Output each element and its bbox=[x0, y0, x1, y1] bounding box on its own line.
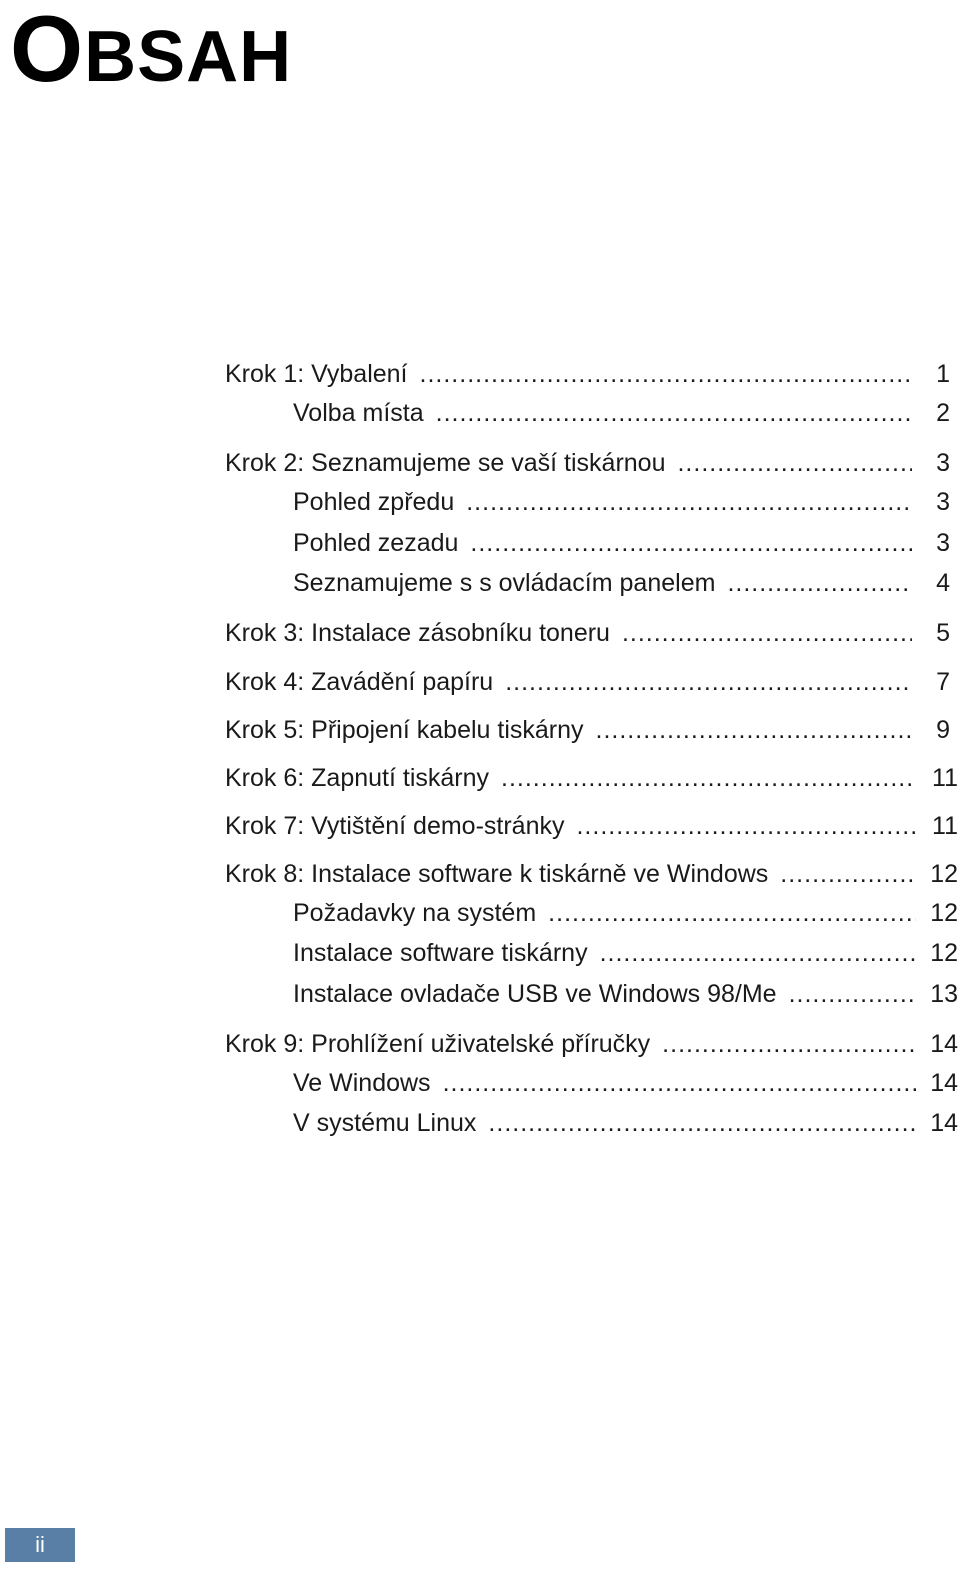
toc-subentry[interactable] bbox=[293, 1108, 958, 1138]
toc-entry-label: Pohled zezadu bbox=[293, 529, 459, 557]
toc-entry-label: Volba místa bbox=[293, 399, 424, 427]
toc-entry-page: 7 bbox=[936, 668, 950, 696]
toc-entry-page: 14 bbox=[930, 1030, 958, 1058]
toc-leader-dots bbox=[548, 898, 916, 928]
toc-entry-page: 4 bbox=[936, 569, 950, 597]
toc-entry-label: Pohled zpředu bbox=[293, 488, 455, 516]
toc-entry-label: Krok 8: Instalace software k tiskárně ve Windows bbox=[225, 860, 769, 888]
page-number-badge: ii bbox=[5, 1528, 75, 1562]
toc-leader-dots bbox=[443, 1068, 916, 1098]
toc-entry-label: Krok 2: Seznamujeme se vaší tiskárnou bbox=[225, 449, 666, 477]
toc-subentry[interactable] bbox=[293, 568, 960, 598]
toc-leader-dots bbox=[470, 528, 912, 558]
toc-entry-label: Krok 4: Zavádění papíru bbox=[225, 668, 494, 696]
toc-entry[interactable] bbox=[225, 811, 958, 841]
toc-entry-page: 12 bbox=[930, 939, 958, 967]
toc-entry-page: 2 bbox=[936, 399, 950, 427]
toc-leader-dots bbox=[488, 1108, 916, 1138]
toc-entry-page: 3 bbox=[936, 449, 950, 477]
toc-entry-page: 3 bbox=[936, 529, 950, 557]
toc-leader-dots bbox=[780, 859, 916, 889]
toc-entry-label: Seznamujeme s s ovládacím panelem bbox=[293, 569, 716, 597]
toc-entry-label: Krok 5: Připojení kabelu tiskárny bbox=[225, 716, 584, 744]
toc-entry-page: 3 bbox=[936, 488, 950, 516]
page-title-initial: O bbox=[10, 0, 85, 101]
toc-entry-page: 11 bbox=[932, 812, 958, 840]
toc-subentry[interactable] bbox=[293, 979, 958, 1009]
page-title bbox=[10, 0, 293, 101]
toc-entry[interactable] bbox=[225, 859, 958, 889]
toc-leader-dots bbox=[420, 359, 912, 389]
toc-entry-page: 1 bbox=[936, 360, 950, 388]
toc-leader-dots bbox=[727, 568, 912, 598]
toc-leader-dots bbox=[466, 487, 912, 517]
toc-leader-dots bbox=[622, 618, 912, 648]
toc-entry-label: Požadavky na systém bbox=[293, 899, 537, 927]
toc-entry[interactable] bbox=[225, 667, 960, 697]
toc-entry-label: Instalace ovladače USB ve Windows 98/Me bbox=[293, 980, 777, 1008]
toc-leader-dots bbox=[600, 938, 916, 968]
toc-entry[interactable] bbox=[225, 1029, 958, 1059]
page-title-rest: BSAH bbox=[84, 17, 293, 97]
toc-entry[interactable] bbox=[225, 763, 958, 793]
toc-entry-label: Krok 6: Zapnutí tiskárny bbox=[225, 764, 490, 792]
toc-entry[interactable] bbox=[225, 715, 960, 745]
toc-leader-dots bbox=[596, 715, 912, 745]
toc-entry-page: 9 bbox=[936, 716, 950, 744]
toc-subentry[interactable] bbox=[293, 398, 960, 428]
toc-subentry[interactable] bbox=[293, 1068, 958, 1098]
toc-entry-page: 5 bbox=[936, 619, 950, 647]
toc-entry[interactable] bbox=[225, 618, 960, 648]
toc-entry-label: Krok 7: Vytištění demo-stránky bbox=[225, 812, 565, 840]
toc-leader-dots bbox=[789, 979, 916, 1009]
toc-subentry[interactable] bbox=[293, 487, 960, 517]
toc-leader-dots bbox=[505, 667, 912, 697]
toc-entry-page: 13 bbox=[930, 980, 958, 1008]
toc-entry-page: 14 bbox=[930, 1109, 958, 1137]
toc-entry-label: V systému Linux bbox=[293, 1109, 477, 1137]
toc-entry-label: Ve Windows bbox=[293, 1069, 431, 1097]
toc-entry-label: Krok 9: Prohlížení uživatelské příručky bbox=[225, 1030, 651, 1058]
toc-leader-dots bbox=[501, 763, 916, 793]
toc-subentry[interactable] bbox=[293, 528, 960, 558]
toc-leader-dots bbox=[662, 1029, 916, 1059]
toc-entry-page: 14 bbox=[930, 1069, 958, 1097]
toc-leader-dots bbox=[677, 448, 912, 478]
toc-subentry[interactable] bbox=[293, 898, 958, 928]
toc-subentry[interactable] bbox=[293, 938, 958, 968]
toc-leader-dots bbox=[436, 398, 912, 428]
toc-entry[interactable] bbox=[225, 448, 960, 478]
toc-entry-page: 11 bbox=[932, 764, 958, 792]
toc-entry[interactable] bbox=[225, 359, 960, 389]
toc-entry-label: Instalace software tiskárny bbox=[293, 939, 588, 967]
toc-entry-label: Krok 1: Vybalení bbox=[225, 360, 408, 388]
toc-leader-dots bbox=[576, 811, 916, 841]
toc-entry-page: 12 bbox=[930, 899, 958, 927]
toc-entry-label: Krok 3: Instalace zásobníku toneru bbox=[225, 619, 610, 647]
toc-entry-page: 12 bbox=[930, 860, 958, 888]
